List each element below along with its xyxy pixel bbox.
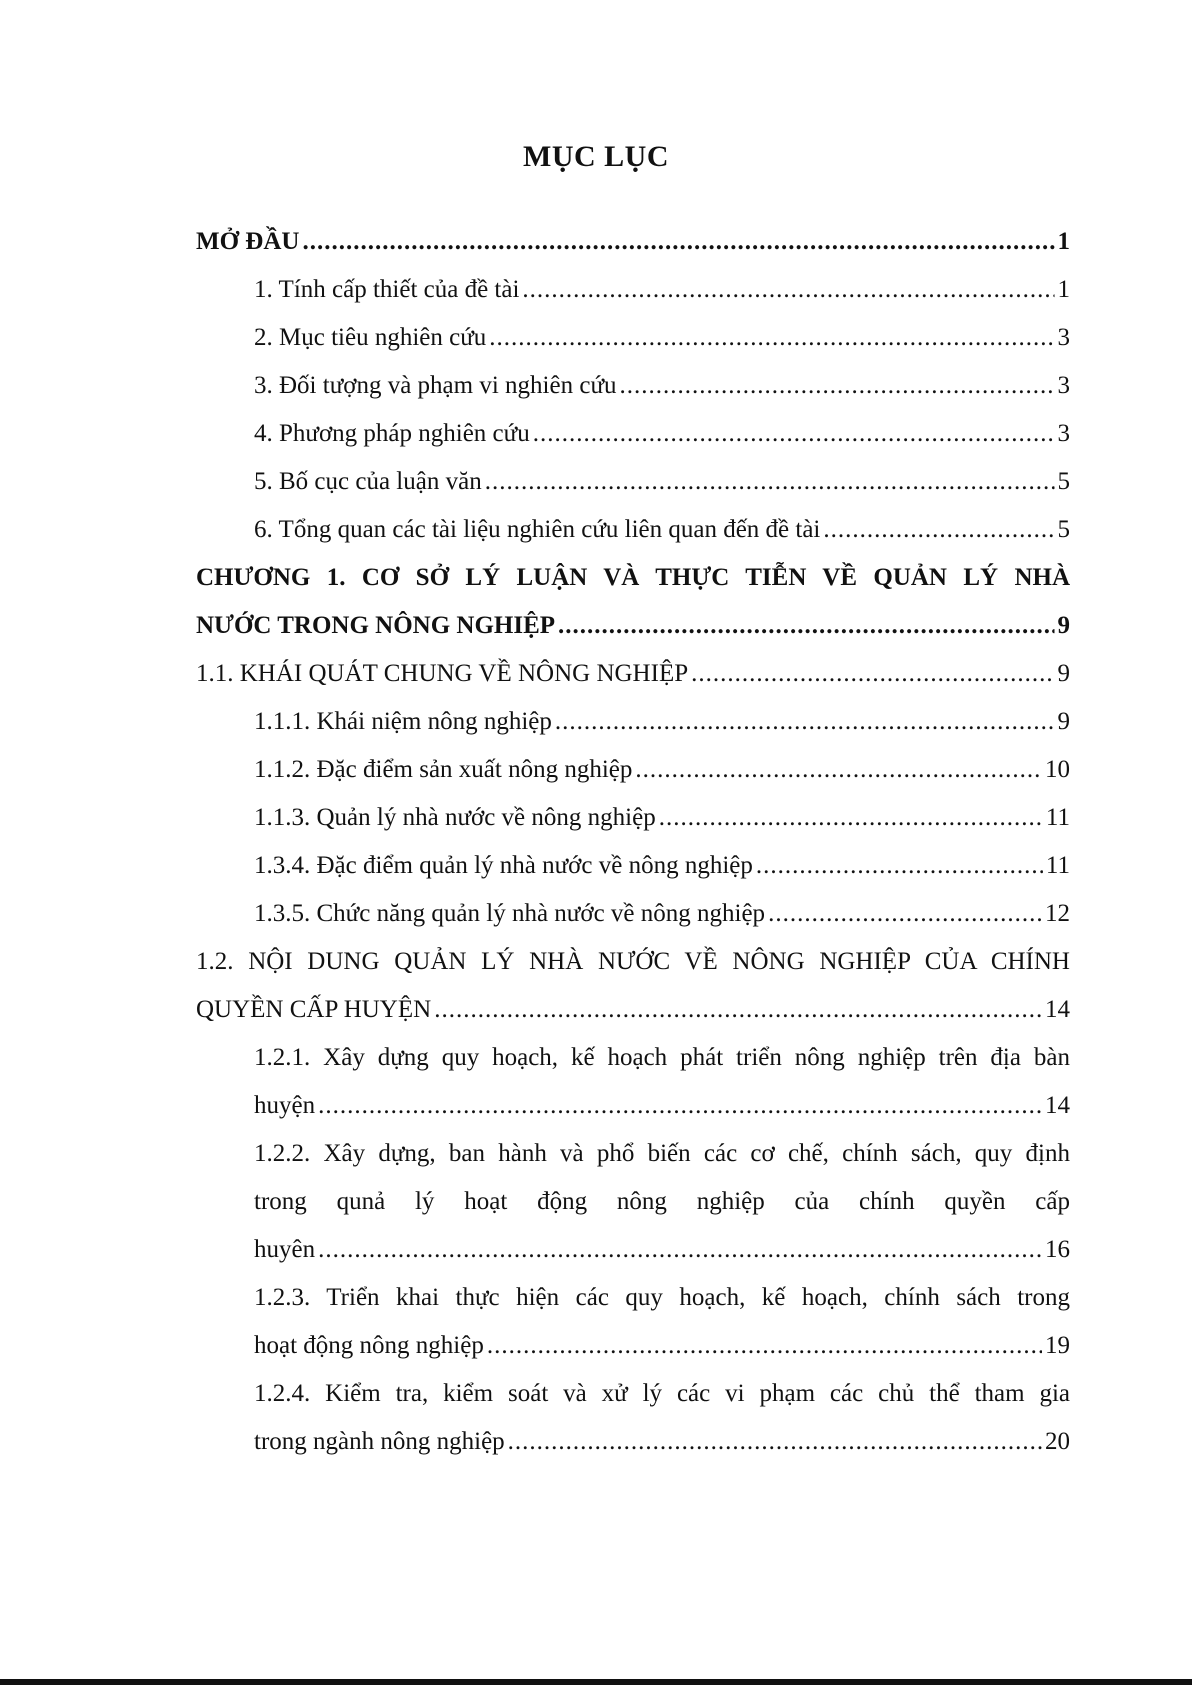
toc-page-number: 5 <box>1057 516 1070 543</box>
leader-dots <box>555 698 1055 746</box>
toc-entry-1-1-3[interactable] <box>196 794 1070 842</box>
toc-entry-text-continued: hoạt động nông nghiệp <box>254 1332 484 1359</box>
toc-title: MỤC LỤC <box>523 140 669 173</box>
toc-entry-6[interactable] <box>196 506 1070 554</box>
leader-dots <box>508 1418 1042 1466</box>
toc-entry-text: 6. Tổng quan các tài liệu nghiên cứu liên quan đến đề tài <box>254 516 821 543</box>
toc-entry-1-2-1[interactable] <box>196 1034 1070 1130</box>
toc-entry-chapter-1[interactable] <box>196 554 1070 650</box>
toc-page-number: 9 <box>1057 708 1070 735</box>
toc-entry-text-continued: huyện <box>254 1092 316 1119</box>
leader-dots <box>485 458 1055 506</box>
leader-dots <box>823 506 1054 554</box>
leader-dots <box>558 602 1054 650</box>
toc-entry-text-continued: QUYỀN CẤP HUYỆN <box>196 996 432 1023</box>
leader-dots <box>768 890 1042 938</box>
toc-entry-3[interactable] <box>196 362 1070 410</box>
leader-dots <box>318 1082 1042 1130</box>
toc-entry-intro[interactable] <box>196 218 1070 266</box>
toc-entry-1-2-2[interactable] <box>196 1130 1070 1274</box>
toc-entry-text-continued: huyên <box>254 1236 316 1263</box>
toc-entry-text: 1.2.3. Triển khai thực hiện các quy hoạch, kế hoạch, chính sách trong <box>254 1284 1070 1311</box>
leader-dots <box>620 362 1055 410</box>
toc-entry-1-3-5[interactable] <box>196 890 1070 938</box>
toc-entry-text: 1.1. KHÁI QUÁT CHUNG VỀ NÔNG NGHIỆP <box>196 660 689 687</box>
toc-entry-text: 1. Tính cấp thiết của đề tài <box>254 276 520 303</box>
leader-dots <box>318 1226 1042 1274</box>
toc-page-number: 10 <box>1045 756 1070 783</box>
toc-entry-1-2-3[interactable] <box>196 1274 1070 1370</box>
leader-dots <box>659 794 1043 842</box>
toc-page-number: 9 <box>1057 612 1070 639</box>
toc-page-number: 3 <box>1057 324 1070 351</box>
toc-page-number: 14 <box>1045 996 1070 1023</box>
toc-entry-text: CHƯƠNG 1. CƠ SỞ LÝ LUẬN VÀ THỰC TIỄN VỀ QUẢN LÝ NHÀ <box>196 564 1070 591</box>
leader-dots <box>635 746 1042 794</box>
toc-entry-1-3-4[interactable] <box>196 842 1070 890</box>
toc-entry-1-1-1[interactable] <box>196 698 1070 746</box>
leader-dots <box>302 218 1054 266</box>
toc-entry-text: 1.1.2. Đặc điểm sản xuất nông nghiệp <box>254 756 633 783</box>
toc-entry-2[interactable] <box>196 314 1070 362</box>
toc-entry-text-continued: NƯỚC TRONG NÔNG NGHIỆP <box>196 612 556 639</box>
toc-page-number: 20 <box>1045 1428 1070 1455</box>
toc-entry-text: 2. Mục tiêu nghiên cứu <box>254 324 487 351</box>
toc-page-number: 1 <box>1057 276 1070 303</box>
toc-entry-text: 1.2.1. Xây dựng quy hoạch, kế hoạch phát triển nông nghiệp trên địa bàn <box>254 1044 1070 1071</box>
toc-page-number: 5 <box>1057 468 1070 495</box>
leader-dots <box>434 986 1042 1034</box>
toc-entry-text: 3. Đối tượng và phạm vi nghiên cứu <box>254 372 617 399</box>
leader-dots <box>522 266 1054 314</box>
toc-entry-text-continued: trong qunả lý hoạt động nông nghiệp của chính quyền cấp <box>254 1188 1070 1215</box>
toc-entry-1[interactable] <box>196 266 1070 314</box>
toc-entry-text: 1.2. NỘI DUNG QUẢN LÝ NHÀ NƯỚC VỀ NÔNG NGHIỆP CỦA CHÍNH <box>196 948 1070 975</box>
toc-page-number: 14 <box>1045 1092 1070 1119</box>
toc-page-number: 3 <box>1057 420 1070 447</box>
toc-page-number: 3 <box>1057 372 1070 399</box>
toc-entry-4[interactable] <box>196 410 1070 458</box>
toc-entry-text: 4. Phương pháp nghiên cứu <box>254 420 530 447</box>
leader-dots <box>489 314 1054 362</box>
toc-entry-1-2[interactable] <box>196 938 1070 1034</box>
toc-entry-5[interactable] <box>196 458 1070 506</box>
leader-dots <box>756 842 1043 890</box>
toc-page-number: 11 <box>1045 804 1070 831</box>
toc-entry-text: 1.2.2. Xây dựng, ban hành và phổ biến các cơ chế, chính sách, quy định <box>254 1140 1070 1167</box>
leader-dots <box>487 1322 1042 1370</box>
toc-page-number: 16 <box>1045 1236 1070 1263</box>
toc-entry-1-2-4[interactable] <box>196 1370 1070 1466</box>
toc-entry-text: MỞ ĐẦU <box>196 228 300 255</box>
toc-page-number: 12 <box>1045 900 1070 927</box>
toc-entry-1-1[interactable] <box>196 650 1070 698</box>
toc-entry-text: 1.2.4. Kiểm tra, kiểm soát và xử lý các vi phạm các chủ thể tham gia <box>254 1380 1070 1407</box>
leader-dots <box>691 650 1054 698</box>
toc-entry-1-1-2[interactable] <box>196 746 1070 794</box>
toc-entry-text: 1.1.3. Quản lý nhà nước về nông nghiệp <box>254 804 656 831</box>
page-bottom-edge <box>0 1679 1192 1685</box>
toc-page-number: 1 <box>1057 228 1070 255</box>
leader-dots <box>533 410 1055 458</box>
toc-page-number: 11 <box>1045 852 1070 879</box>
toc-page-number: 9 <box>1057 660 1070 687</box>
toc-entry-text: 1.3.4. Đặc điểm quản lý nhà nước về nông nghiệp <box>254 852 753 879</box>
toc-entry-text: 5. Bố cục của luận văn <box>254 468 482 495</box>
table-of-contents <box>196 218 1070 1466</box>
toc-entry-text-continued: trong ngành nông nghiệp <box>254 1428 505 1455</box>
toc-entry-text: 1.3.5. Chức năng quản lý nhà nước về nông nghiệp <box>254 900 766 927</box>
toc-page-number: 19 <box>1045 1332 1070 1359</box>
toc-entry-text: 1.1.1. Khái niệm nông nghiệp <box>254 708 552 735</box>
